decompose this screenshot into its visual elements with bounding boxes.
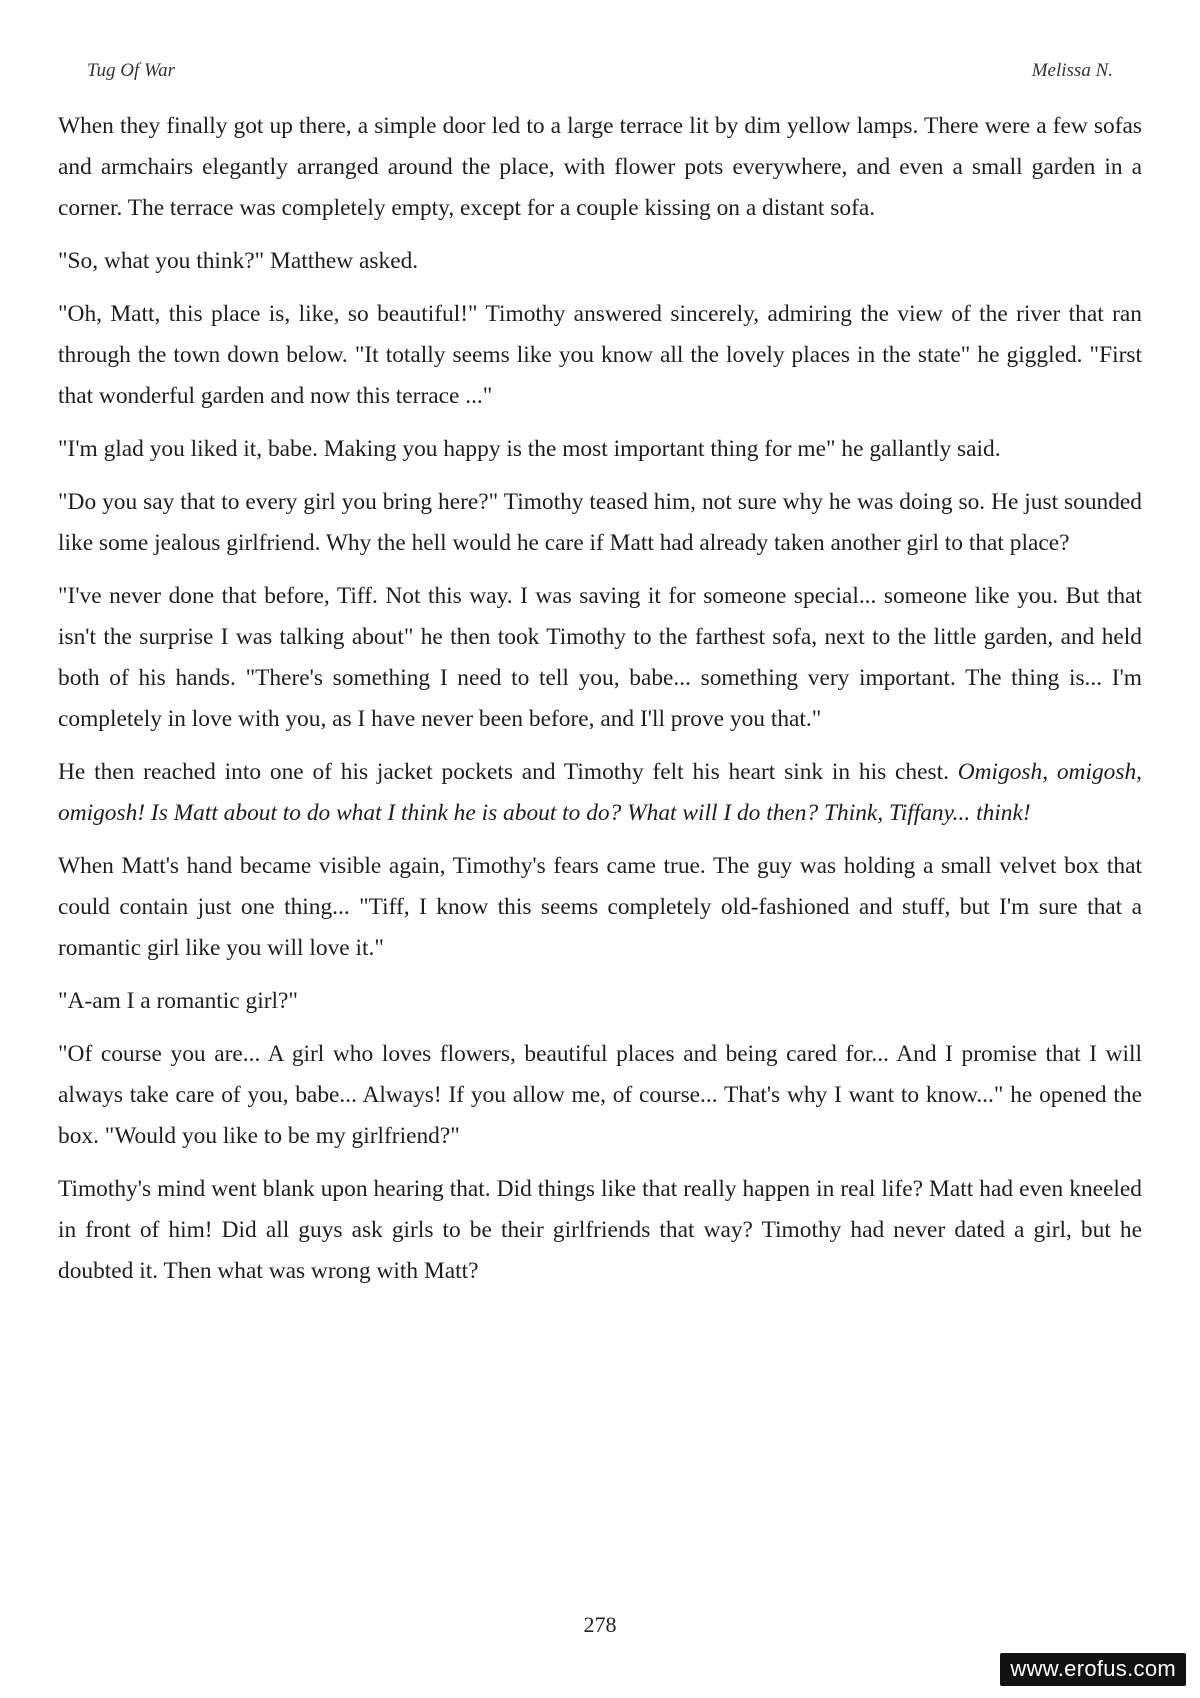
page-number: 278 <box>583 1612 617 1637</box>
body-text <box>58 106 1142 1304</box>
italic-thought: Omigosh, omigosh, omigosh! Is Matt about to do what I think he is about to do? What will I do then? Think, Tiffany... think! <box>58 759 1142 826</box>
paragraph: "So, what you think?" Matthew asked. <box>58 248 419 274</box>
paragraph: Timothy's mind went blank upon hearing that. Did things like that really happen in real life? Matt had even kneeled in front of him! Did all guys ask girls to be their girlfriends that way? Timothy had never dated a girl, but he doubted it. Then what was wrong with Matt? <box>58 1176 1142 1284</box>
paragraph: "Do you say that to every girl you bring here?" Timothy teased him, not sure why he was doing so. He just sounded like some jealous girlfriend. Why the hell would he care if Matt had already taken another girl to that place? <box>58 489 1142 556</box>
paragraph-with-thought <box>58 752 1142 834</box>
book-title: Tug Of War <box>87 60 175 81</box>
paragraph: "I'm glad you liked it, babe. Making you happy is the most important thing for me" he gallantly said. <box>58 436 1001 462</box>
paragraph: When Matt's hand became visible again, Timothy's fears came true. The guy was holding a small velvet box that could contain just one thing... "Tiff, I know this seems completely old-fashioned and stuff, but I'm sure that a romantic girl like you will love it." <box>58 853 1142 961</box>
paragraph: "Of course you are... A girl who loves flowers, beautiful places and being cared for... And I promise that I will always take care of you, babe... Always! If you allow me, of course... That's why I want to know..." he opened the box. "Would you like to be my girlfriend?" <box>58 1041 1142 1149</box>
paragraph: When they finally got up there, a simple door led to a large terrace lit by dim yellow lamps. There were a few sofas and armchairs elegantly arranged around the place, with flower pots everywhere, and even a small garden in a corner. The terrace was completely empty, except for a couple kissing on a distant sofa. <box>58 113 1142 221</box>
paragraph: "A-am I a romantic girl?" <box>58 988 298 1014</box>
paragraph-text: He then reached into one of his jacket pockets and Timothy felt his heart sink in his chest. <box>58 759 949 785</box>
watermark-label: www.erofus.com <box>1000 1653 1186 1686</box>
running-header <box>87 60 1113 90</box>
author-name: Melissa N. <box>1031 60 1113 81</box>
paragraph: "Oh, Matt, this place is, like, so beautiful!" Timothy answered sincerely, admiring the view of the river that ran through the town down below. "It totally seems like you know all the lovely places in the state" he giggled. "First that wonderful garden and now this terrace ..." <box>58 301 1142 409</box>
paragraph: "I've never done that before, Tiff. Not this way. I was saving it for someone special... someone like you. But that isn't the surprise I was talking about" he then took Timothy to the farthest sofa, next to the little garden, and held both of his hands. "There's something I need to tell you, babe... something very important. The thing is... I'm completely in love with you, as I have never been before, and I'll prove you that." <box>58 583 1142 732</box>
